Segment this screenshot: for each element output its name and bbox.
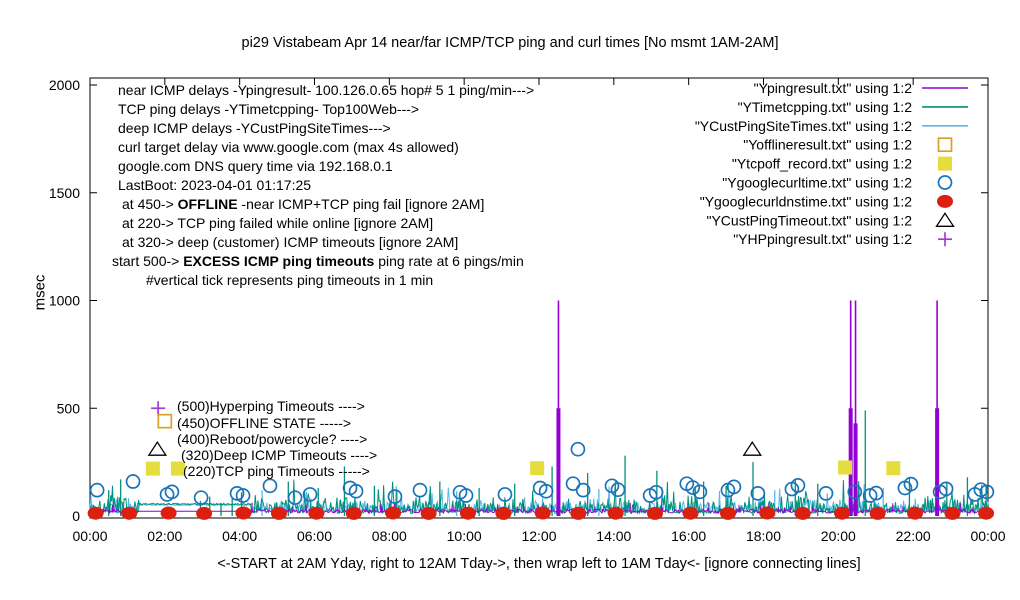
- marker-filled-circle: [235, 506, 251, 519]
- marker-open-circle: [819, 487, 832, 500]
- level-label: (320)Deep ICMP Timeouts ---->: [181, 447, 378, 463]
- marker-filled-circle: [495, 507, 511, 520]
- annotation-line: LastBoot: 2023-04-01 01:17:25: [118, 177, 312, 193]
- legend-entry-ygooglecurldnstime: [700, 193, 953, 209]
- marker-filled-circle: [271, 507, 287, 520]
- x-axis-label: <-START at 2AM Yday, right to 12AM Tday->, then wrap left to 1AM Tday<- [ignore connecting lines]: [217, 556, 861, 572]
- x-tick-label: 08:00: [371, 528, 407, 544]
- marker-filled-circle: [161, 506, 177, 519]
- annotation-line: google.com DNS query time via 192.168.0.1: [118, 158, 393, 174]
- marker-open-circle: [388, 490, 401, 503]
- marker-filled-circle: [570, 507, 586, 520]
- legend-entry-ycustpingsitetimes: [695, 118, 968, 134]
- marker-filled-circle: [121, 507, 137, 520]
- marker-filled-square: [938, 157, 952, 171]
- annotation-line: curl target delay via www.google.com (max 4s allowed): [118, 139, 459, 155]
- x-tick-label: 00:00: [970, 528, 1006, 544]
- marker-open-square: [939, 138, 952, 151]
- legend-entry-ypingresult: [754, 80, 968, 96]
- marker-open-circle: [91, 484, 104, 497]
- legend-label: "YCustPingTimeout.txt" using 1:2: [706, 212, 912, 229]
- x-tick-label: 20:00: [820, 528, 856, 544]
- marker-filled-circle: [460, 507, 476, 520]
- y-tick-label: 1500: [48, 184, 80, 201]
- legend: [695, 80, 968, 247]
- marker-open-circle: [127, 475, 140, 488]
- legend-entry-yofflineresult: [743, 137, 951, 153]
- marker-open-triangle: [937, 213, 954, 226]
- x-tick-label: 14:00: [596, 528, 632, 544]
- marker-open-circle: [939, 176, 952, 189]
- annotation-line: at 220-> TCP ping failed while online [ignore 2AM]: [122, 215, 434, 231]
- legend-label: "Yofflineresult.txt" using 1:2: [743, 136, 912, 153]
- y-tick-label: 500: [56, 400, 80, 417]
- marker-open-circle: [263, 479, 276, 492]
- annotation-line: near ICMP delays -Ypingresult- 100.126.0.65 hop# 5 1 ping/min--->: [118, 82, 535, 98]
- marker-open-circle: [571, 443, 584, 456]
- legend-label: "YHPpingresult.txt" using 1:2: [733, 231, 912, 248]
- annotation-line: TCP ping delays -YTimetcpping- Top100Web--->: [118, 101, 420, 117]
- marker-filled-circle: [421, 507, 437, 520]
- level-label: (500)Hyperping Timeouts ---->: [177, 398, 365, 414]
- x-tick-label: 12:00: [521, 528, 557, 544]
- marker-filled-circle: [647, 507, 663, 520]
- x-tick-label: 16:00: [671, 528, 707, 544]
- marker-filled-square: [146, 462, 160, 476]
- legend-entry-yhppingresult: [733, 231, 952, 247]
- level-label: (450)OFFLINE STATE ----->: [177, 415, 352, 431]
- marker-filled-circle: [683, 507, 699, 520]
- series-yhppingresult: [151, 401, 165, 415]
- level-label: (220)TCP ping Timeouts ----->: [183, 463, 370, 479]
- marker-filled-circle: [937, 195, 953, 208]
- legend-entry-ycustpingtimeout: [706, 212, 953, 228]
- marker-filled-circle: [346, 507, 362, 520]
- y-tick-label: 0: [72, 508, 80, 524]
- legend-label: "YTimetcpping.txt" using 1:2: [737, 98, 912, 115]
- legend-label: "YCustPingSiteTimes.txt" using 1:2: [694, 117, 912, 134]
- x-tick-label: 22:00: [895, 528, 931, 544]
- marker-open-circle: [165, 485, 178, 498]
- marker-filled-circle: [308, 507, 324, 520]
- marker-filled-circle: [834, 507, 850, 520]
- annotation-line: #vertical tick represents ping timeouts in 1 min: [146, 272, 434, 288]
- legend-entry-ytcpoff_record: [732, 156, 952, 172]
- marker-filled-circle: [870, 507, 886, 520]
- legend-entry-ytimetcpping: [738, 99, 968, 115]
- y-tick-label: 2000: [48, 77, 80, 93]
- marker-open-triangle: [149, 442, 166, 455]
- level-label: (400)Reboot/powercycle? ---->: [177, 431, 368, 447]
- marker-open-circle: [414, 484, 427, 497]
- x-tick-label: 06:00: [296, 528, 333, 544]
- marker-filled-circle: [720, 507, 736, 520]
- annotation-line: start 500-> EXCESS ICMP ping timeouts ping rate at 6 pings/min: [112, 253, 524, 269]
- marker-filled-circle: [535, 506, 551, 519]
- marker-filled-circle: [608, 507, 624, 520]
- x-tick-label: 04:00: [222, 528, 258, 544]
- chart-title: pi29 Vistabeam Apr 14 near/far ICMP/TCP ping and curl times [No msmt 1AM-2AM]: [241, 35, 779, 51]
- plot-annotations: [112, 82, 534, 479]
- x-tick-label: 02:00: [147, 528, 183, 544]
- legend-label: "Ytcpoff_record.txt" using 1:2: [731, 155, 912, 172]
- marker-open-square: [158, 415, 171, 428]
- marker-filled-circle: [795, 507, 811, 520]
- marker-filled-circle: [978, 507, 994, 520]
- annotation-line: deep ICMP delays -YCustPingSiteTimes--->: [118, 120, 391, 136]
- marker-filled-circle: [88, 507, 104, 520]
- marker-filled-circle: [759, 506, 775, 519]
- marker-filled-circle: [944, 507, 960, 520]
- marker-open-triangle: [744, 442, 761, 455]
- y-axis-label: msec: [31, 274, 49, 311]
- marker-filled-square: [886, 461, 900, 475]
- legend-label: "Ypingresult.txt" using 1:2: [753, 80, 912, 96]
- marker-filled-square: [530, 461, 544, 475]
- marker-filled-circle: [196, 507, 212, 520]
- marker-filled-circle: [907, 507, 923, 520]
- x-tick-label: 18:00: [745, 528, 782, 544]
- marker-open-circle: [195, 491, 208, 504]
- legend-label: "Ygooglecurldnstime.txt" using 1:2: [699, 193, 912, 210]
- annotation-line: at 320-> deep (customer) ICMP timeouts [ignore 2AM]: [122, 234, 459, 250]
- marker-filled-square: [838, 461, 852, 475]
- y-tick-label: 1000: [48, 292, 80, 309]
- annotation-line: at 450-> OFFLINE -near ICMP+TCP ping fail [ignore 2AM]: [122, 196, 485, 212]
- legend-label: "Ygooglecurltime.txt" using 1:2: [722, 174, 912, 191]
- x-tick-label: 10:00: [446, 528, 482, 544]
- legend-entry-ygooglecurltime: [722, 175, 951, 191]
- marker-filled-circle: [385, 506, 401, 519]
- x-tick-label: 00:00: [72, 528, 108, 544]
- series-yofflineresult: [158, 415, 171, 428]
